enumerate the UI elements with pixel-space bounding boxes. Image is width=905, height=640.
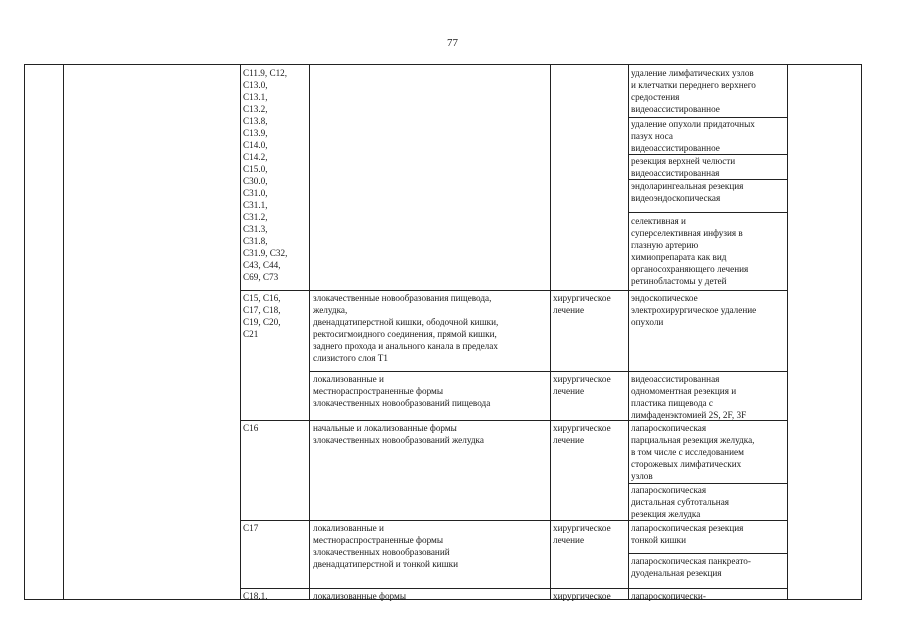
icd-codes-cell: C18.1. (243, 591, 268, 601)
method-cell: лапароскопическая парциальная резекция желудка, в том числе с исследованием сторожевых лимфатических узлов (631, 423, 755, 481)
method-cell: лапароскопически- (631, 591, 706, 601)
method-cell: лапароскопическая резекция тонкой кишки (631, 523, 744, 545)
diagnosis-cell: начальные и локализованные формы злокачественных новообразований желудка (313, 423, 484, 445)
diagnosis-cell: локализованные и местнораспространенные формы злокачественных новообразований пищевода (313, 374, 491, 408)
method-cell: лапароскопическая панкреато- дуоденальная резекция (631, 556, 751, 578)
row-divider (628, 212, 787, 213)
diagnosis-cell: локализованные и местнораспространенные формы злокачественных новообразований двенадцатиперстной и тонкой кишки (313, 523, 459, 569)
icd-codes-cell: C16 (243, 423, 259, 433)
icd-codes-cell: C15, C16, C17, C18, C19, C20, C21 (243, 293, 281, 339)
icd-codes-cell: C11.9, C12, C13.0, C13.1, C13.2, C13.8, C13.9, C14.0, C14.2, C15.0, C30.0, C31.0, C31.1, C31.2, C31.3, C31.8, C31.9, C32, C43, C44, C69, C73 (243, 68, 288, 282)
diagnosis-cell: локализованные формы (313, 591, 406, 601)
treatment-cell: хирургическое лечение (553, 423, 611, 445)
column-divider (550, 65, 551, 599)
method-cell: эндоскопическое электрохирургическое удаление опухоли (631, 293, 757, 327)
method-cell: удаление лимфатических узлов и клетчатки переднего верхнего средостения видеоассистированное (631, 68, 756, 114)
column-divider (240, 65, 241, 599)
treatment-cell: хирургическое лечение (553, 523, 611, 545)
treatment-cell: хирургическое лечение (553, 374, 611, 396)
row-divider (240, 290, 787, 291)
method-cell: селективная и суперселективная инфузия в глазную артерию химиопрепарата как вид органосохраняющего лечения ретинобластомы у детей (631, 216, 749, 286)
method-cell: лапароскопическая дистальная субтотальная резекция желудка (631, 485, 729, 519)
icd-codes-cell: C17 (243, 523, 259, 533)
row-divider (240, 588, 787, 589)
treatment-cell: хирургическое (553, 591, 611, 601)
method-cell: эндоларингеальная резекция видеоэндоскопическая (631, 181, 744, 203)
column-divider (309, 65, 310, 599)
treatment-cell: хирургическое лечение (553, 293, 611, 315)
page-number: 77 (447, 37, 458, 49)
row-divider (309, 371, 787, 372)
row-divider (628, 553, 787, 554)
method-cell: удаление опухоли придаточных пазух носа видеоассистированное (631, 119, 755, 153)
diagnosis-cell: злокачественные новообразования пищевода, желудка, двенадцатиперстной кишки, ободочной кишки, ректосигмоидного соединения, прямой кишки, заднего прохода и анального канала в пределах слизистого слоя T1 (313, 293, 499, 363)
row-divider (240, 420, 787, 421)
method-cell: резекция верхней челюсти видеоассистированная (631, 156, 736, 178)
column-divider (787, 65, 788, 599)
column-divider (63, 65, 64, 599)
method-cell: видеоассистированная одномоментная резекция и пластика пищевода с лимфаденэктомией 2S, 2F, 3F (631, 374, 747, 420)
procedures-table (24, 64, 862, 600)
row-divider (240, 520, 787, 521)
column-divider (628, 65, 629, 599)
